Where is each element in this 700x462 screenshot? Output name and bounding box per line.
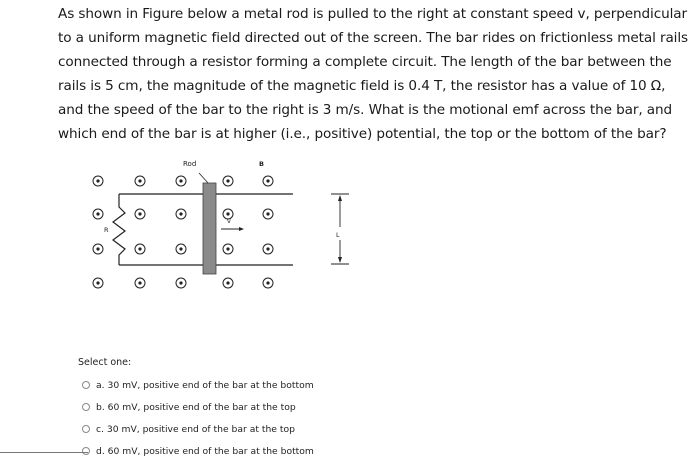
option-d[interactable] bbox=[82, 440, 314, 462]
rod-pointer bbox=[199, 173, 208, 183]
option-c[interactable] bbox=[82, 418, 314, 440]
option-b[interactable] bbox=[82, 396, 314, 418]
field-label: B bbox=[259, 160, 264, 168]
length-label: L bbox=[336, 231, 340, 239]
rod-label: Rod bbox=[183, 160, 197, 168]
divider bbox=[0, 452, 88, 453]
rod bbox=[203, 183, 216, 274]
option-a[interactable] bbox=[82, 374, 314, 396]
option-a-label: a. 30 mV, positive end of the bar at the bottom bbox=[96, 379, 314, 391]
radio-b[interactable] bbox=[82, 403, 90, 411]
select-one-label: Select one: bbox=[78, 357, 132, 368]
resistor bbox=[113, 194, 125, 265]
radio-c[interactable] bbox=[82, 425, 90, 433]
option-b-label: b. 60 mV, positive end of the bar at the top bbox=[96, 401, 296, 413]
velocity-arrowhead bbox=[239, 227, 244, 231]
radio-a[interactable] bbox=[82, 381, 90, 389]
velocity-label: v bbox=[227, 217, 231, 225]
option-c-label: c. 30 mV, positive end of the bar at the top bbox=[96, 423, 295, 435]
b-field-dots bbox=[93, 176, 273, 288]
resistor-label: R bbox=[104, 226, 109, 234]
question-text: As shown in Figure below a metal rod is pulled to the right at constant speed v, perpendicular to a uniform magnetic field directed out of the screen. The bar rides on frictionless metal rails connected through a resistor forming a complete circuit. The length of the bar between the rails is 5 cm, the magnitude of the magnetic field is 0.4 T, the resistor has a value of 10 Ω, and the speed of the bar to the right is 3 m/s. What is the motional emf across the bar, and which end of the bar is at higher (i.e., positive) potential, the top or the bottom of the bar? bbox=[58, 6, 689, 142]
option-d-label: d. 60 mV, positive end of the bar at the bottom bbox=[96, 445, 314, 457]
answer-options bbox=[82, 374, 314, 462]
radio-d[interactable] bbox=[82, 447, 90, 455]
